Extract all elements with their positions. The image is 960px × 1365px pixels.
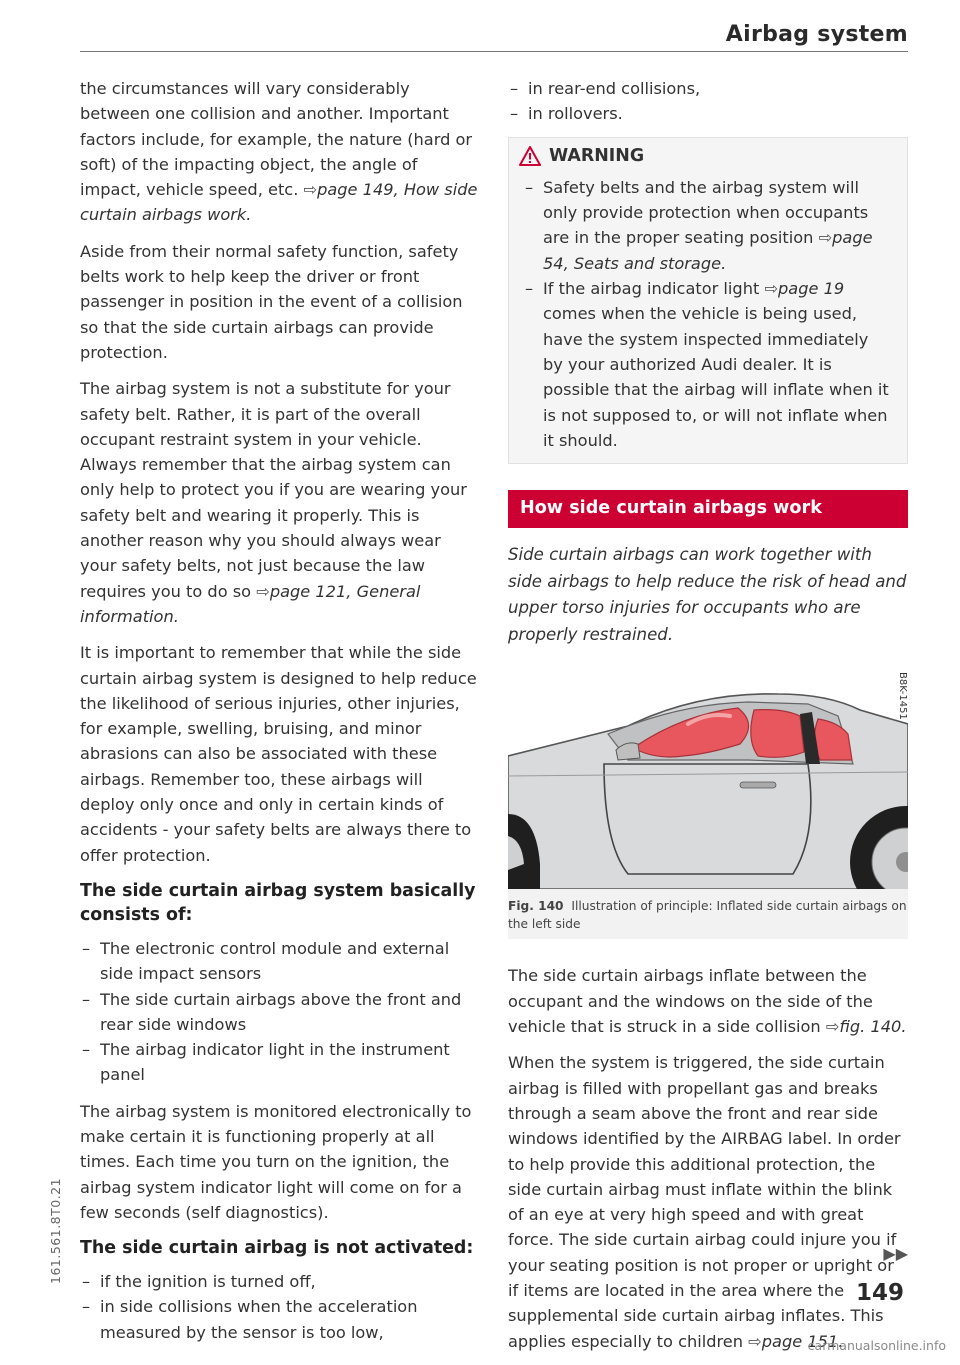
- xref-link-how-side-curtain[interactable]: page 149, How side curtain airbags work.: [80, 180, 478, 225]
- figure-140: [508, 664, 908, 939]
- continue-arrow-icon: ▶▶: [883, 1244, 908, 1263]
- xref-arrow-icon: ⇨: [825, 1017, 840, 1037]
- left-paragraph-5: The airbag system is monitored electronically to make certain it is functioning properly at all times. Each time you turn on the ignition, the airbag system indicator light will come on for a few seconds (self diagnostics).: [80, 1101, 472, 1222]
- list-item: – in rear-end collisions,: [508, 76, 908, 101]
- xref-arrow-icon: ⇨: [764, 279, 779, 299]
- left-p1-text: the circumstances will vary considerably between one collision and another. Important factors include, for example, the nature (hard or soft) of the impacting object, the angle of impact, vehicle speed, etc.: [80, 79, 473, 200]
- xref-arrow-icon: ⇨: [818, 228, 833, 248]
- figure-caption: [508, 889, 908, 939]
- warning-item-1-text: Safety belts and the airbag system will only provide protection when occupants are in the proper seating position: [543, 177, 869, 248]
- figure-code: B8K-1451: [897, 672, 908, 721]
- list-item: – if the ignition is turned off,: [80, 1269, 480, 1294]
- car-illustration: [508, 664, 908, 889]
- figure-label: Fig. 140: [508, 899, 564, 914]
- xref-link-page-151[interactable]: page 151.: [761, 1331, 844, 1351]
- list-item: – The airbag indicator light in the instrument panel: [80, 1037, 480, 1088]
- continued-list: [508, 76, 908, 127]
- right-paragraph-2: [508, 1050, 908, 1354]
- warning-title: WARNING: [549, 145, 645, 166]
- left-paragraph-3: [80, 376, 480, 629]
- warning-item-2-text-b: comes when the vehicle is being used, have the system inspected immediately by your authorized Audi dealer. It is possible that the airbag will inflate when it is not supposed to, or will not inflate when it should.: [543, 304, 889, 450]
- warning-box: [508, 137, 908, 465]
- section-title-banner: How side curtain airbags work: [508, 490, 908, 528]
- heading-consists-of: The side curtain airbag system basically consists of:: [80, 880, 476, 925]
- left-column: [80, 76, 480, 1356]
- figure-caption-text: Illustration of principle: Inflated side curtain airbags on the left side: [508, 899, 907, 932]
- heading-not-activated: The side curtain airbag is not activated:: [80, 1238, 474, 1259]
- xref-link-fig-140[interactable]: fig. 140.: [839, 1017, 907, 1037]
- right-p2-text: When the system is triggered, the side curtain airbag is filled with propellant gas and breaks through a seam above the front and rear side windows identified by the AIRBAG label. In order to help provide this additional protection, the side curtain airbag must inflate within the blink of an eye at very high speed and with great force. The side curtain airbag could injure you if your seating position is not proper or upright or if items are located in the area where the supplemental side curtain airbag inflates. This applies especially to children: [508, 1053, 901, 1351]
- xref-arrow-icon: ⇨: [748, 1331, 762, 1351]
- consists-list: [80, 936, 480, 1088]
- warning-item-1: [523, 175, 893, 276]
- left-paragraph-2: Aside from their normal safety function, safety belts work to help keep the driver or front passenger in position in the event of a collision so that the side curtain airbags can provide protection.: [80, 241, 463, 362]
- right-p1-text: The side curtain airbags inflate between the occupant and the windows on the side of the vehicle that is struck in a side collision: [508, 966, 873, 1037]
- section-intro: Side curtain airbags can work together with side airbags to help reduce the risk of head and upper torso injuries for occupants who are properly restrained.: [508, 545, 907, 644]
- warning-header: [519, 144, 893, 169]
- side-document-code: 161.561.8T0.21: [48, 1177, 63, 1284]
- xref-link-general-information[interactable]: page 121, General information.: [80, 581, 421, 626]
- xref-link-seats-and-storage[interactable]: page 54, Seats and storage.: [543, 228, 873, 273]
- xref-arrow-icon: ⇨: [303, 180, 318, 200]
- right-column: [508, 76, 908, 1365]
- left-p3-text: The airbag system is not a substitute for your safety belt. Rather, it is part of the overall occupant restraint system in your vehicle. Always remember that the airbag system can only help to protect you if you are wearing your safety belt and wearing it properly. This is another reason why you should always wear your safety belts, not just because the law requires you to do so: [80, 379, 467, 601]
- warning-triangle-icon: [519, 146, 541, 166]
- xref-link-page-19[interactable]: page 19: [778, 279, 845, 299]
- header-rule: [80, 51, 908, 52]
- list-item: – The side curtain airbags above the front and rear side windows: [80, 987, 480, 1038]
- page-number: 149: [855, 1280, 904, 1306]
- list-item: – in side collisions when the acceleration measured by the sensor is too low,: [80, 1294, 480, 1345]
- right-paragraph-1: [508, 963, 908, 1039]
- list-item: – in rollovers.: [508, 101, 908, 126]
- not-activated-list: [80, 1269, 480, 1345]
- warning-item-2: [523, 276, 893, 453]
- left-paragraph-1: [80, 76, 480, 228]
- left-paragraph-4: It is important to remember that while the side curtain airbag system is designed to help reduce the likelihood of serious injuries, other injuries, for example, swelling, bruising, and minor abrasions can also be associated with these airbags. Remember too, these airbags will deploy only once and only in certain kinds of accidents - your safety belts are always there to offer protection.: [80, 643, 477, 865]
- xref-arrow-icon: ⇨: [256, 581, 270, 601]
- warning-item-2-text-a: If the airbag indicator light: [543, 279, 760, 299]
- header-title: Airbag system: [725, 22, 908, 47]
- warning-list: [523, 175, 893, 453]
- watermark: carmanualsonline.info: [807, 1338, 946, 1353]
- list-item: – The electronic control module and external side impact sensors: [80, 936, 480, 987]
